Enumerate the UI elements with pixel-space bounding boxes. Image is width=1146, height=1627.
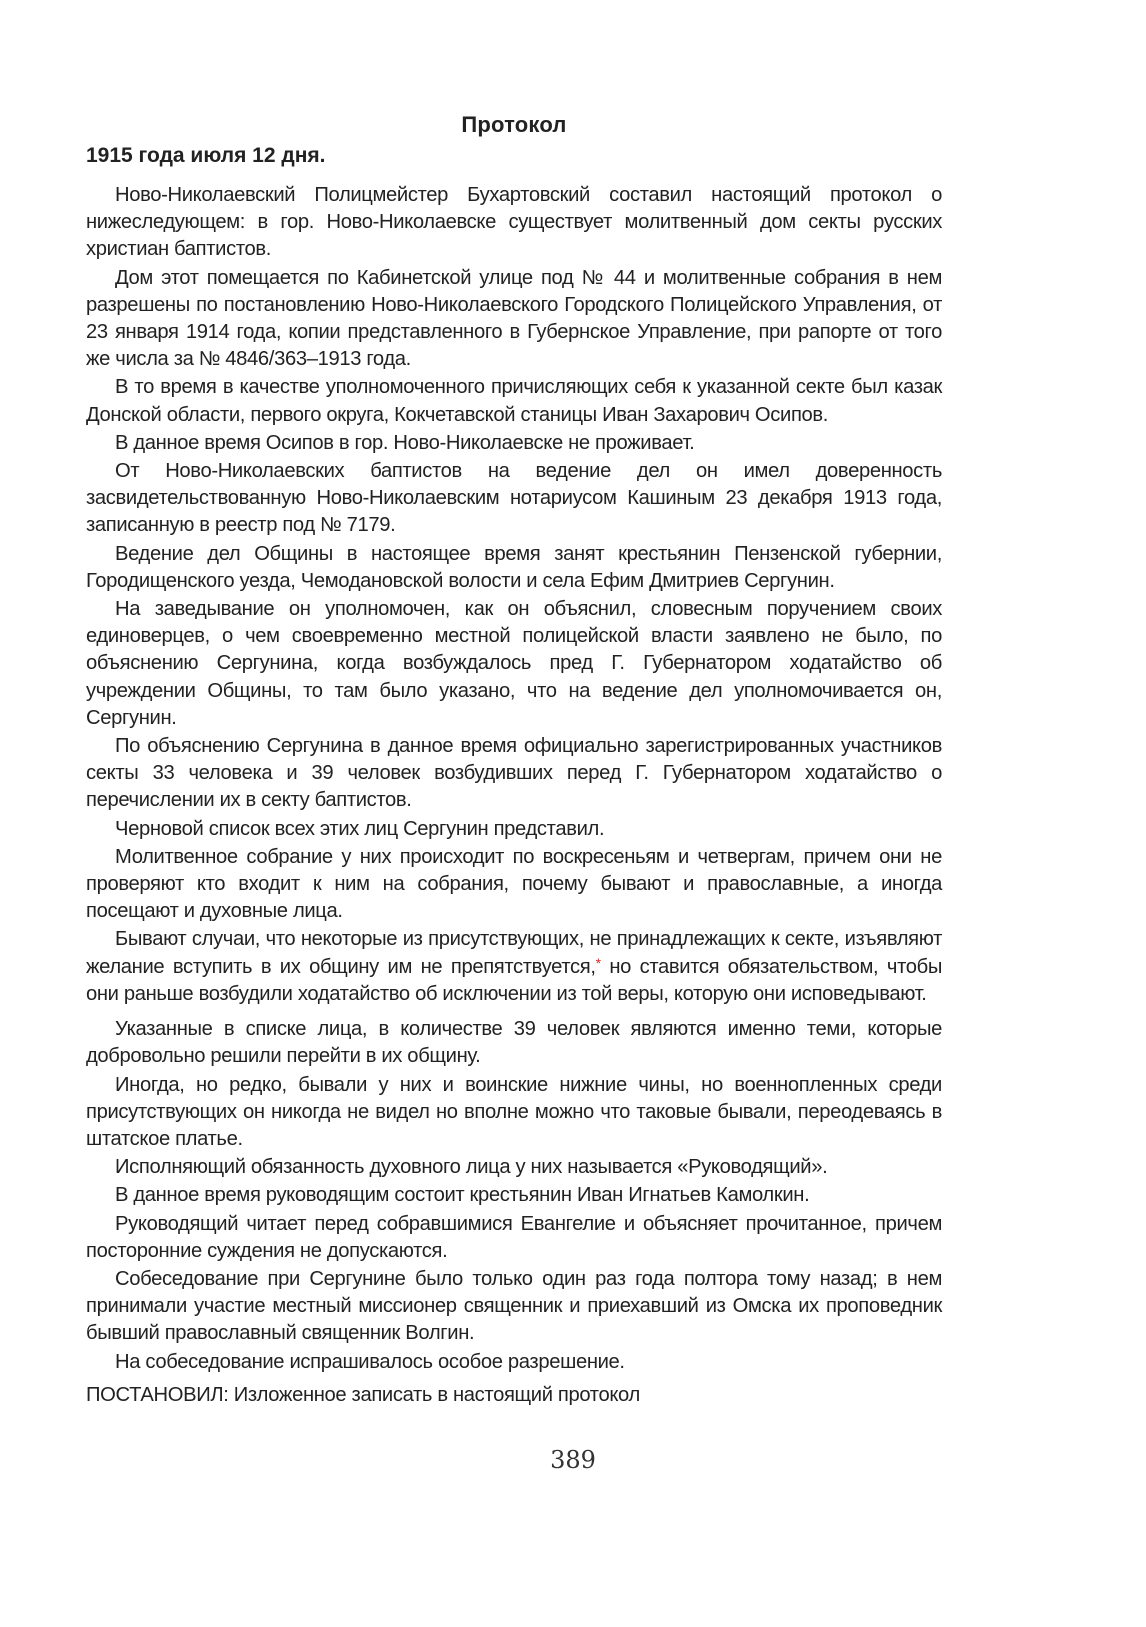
paragraph: На собеседование испрашивалось особое разрешение. (115, 1350, 625, 1373)
document-title: Протокол (461, 112, 567, 137)
paragraph: От Ново-Николаевских баптистов на ведение дел он имел доверенность засвидетельствованную Ново-Николаевским нотариусом Кашиным 23 декабря 1913 года, записанную в реестр под № 7179. (86, 460, 942, 537)
paragraph: Молитвенное собрание у них происходит по воскресеньям и четвергам, причем они не проверяют кто входит к ним на собрания, почему бывают и православные, а иногда посещают и духовные лица. (86, 845, 942, 923)
paragraph: Дом этот помещается по Кабинетской улице под № 44 и молитвенные собрания в нем разрешены по постановлению Ново-Николаевского Городского Полицейского Управления, от 23 января 1914 года, копии представленного в Губернское Управление, при рапорте от того же числа за № 4846/363–1913 года. (86, 266, 942, 371)
document-page (86, 112, 942, 1410)
document-body (86, 182, 942, 1409)
paragraph: Черновой список всех этих лиц Сергунин представил. (115, 817, 605, 840)
footnote-marker[interactable]: * (595, 954, 601, 971)
paragraph: Иногда, но редко, бывали у них и воинские нижние чины, но военнопленных среди присутствующих он никогда не видел но вполне можно что таковые бывали, переодеваясь в штатское платье. (86, 1073, 942, 1150)
paragraph: Ново-Николаевский Полицмейстер Бухартовский составил настоящий протокол о нижеследующем: в гор. Ново-Николаевске существует молитвенный дом секты русских христиан баптистов. (86, 184, 942, 261)
paragraph-text: но ставится обязательством, чтобы они раньше возбудили ходатайство об исключении из той веры, которую они исповедывают. (86, 955, 942, 1005)
paragraph: Руководящий читает перед собравшимися Евангелие и объясняет прочитанное, причем посторонние суждения не допускаются. (86, 1212, 942, 1262)
paragraph: По объяснению Сергунина в данное время официально зарегистрированных участников секты 33 человека и 39 человек возбудивших перед Г. Губернатором ходатайство о перечислении их в секту баптистов. (86, 735, 942, 812)
paragraph-text: Бывают случаи, что некоторые из присутствующих, не принадлежащих к секте, изъявляют желание вступить в их общину им не препятствуется, (86, 928, 942, 978)
paragraph: Исполняющий обязанность духовного лица у них называется «Руководящий». (115, 1156, 828, 1179)
paragraph: На заведывание он уполномочен, как он объяснил, словесным поручением своих единоверцев, о чем своевременно местной полицейской власти заявлено не было, по объяснению Сергунина, когда возбуждалось пред Г. Губернатором ходатайство об учреждении Общины, то там было указано, что на ведение дел уполномочивается он, Сергунин. (86, 598, 942, 729)
paragraph: В данное время руководящим состоит крестьянин Иван Игнатьев Камолкин. (115, 1184, 810, 1207)
resolution-line: ПОСТАНОВИЛ: Изложенное записать в настоящий протокол (86, 1383, 640, 1406)
paragraph: Ведение дел Общины в настоящее время занят крестьянин Пензенской губернии, Городищенского уезда, Чемодановской волости и села Ефим Дмитриев Сергунин. (86, 542, 942, 592)
paragraph-with-footnote (86, 926, 942, 1008)
page-number: 389 (550, 1446, 596, 1474)
paragraph: В данное время Осипов в гор. Ново-Николаевске не проживает. (115, 431, 695, 454)
paragraph: В то время в качестве уполномоченного причисляющих себя к указанной секте был казак Донской области, первого округа, Кокчетавской станицы Иван Захарович Осипов. (86, 376, 942, 426)
document-date: 1915 года июля 12 дня. (86, 144, 326, 167)
paragraph: Указанные в списке лица, в количестве 39 человек являются именно теми, которые добровольно решили перейти в их общину. (86, 1018, 942, 1068)
paragraph: Собеседование при Сергунине было только один раз года полтора тому назад; в нем принимали участие местный миссионер священник и приехавший из Омска их проповедник бывший православный священник Волгин. (86, 1267, 942, 1345)
